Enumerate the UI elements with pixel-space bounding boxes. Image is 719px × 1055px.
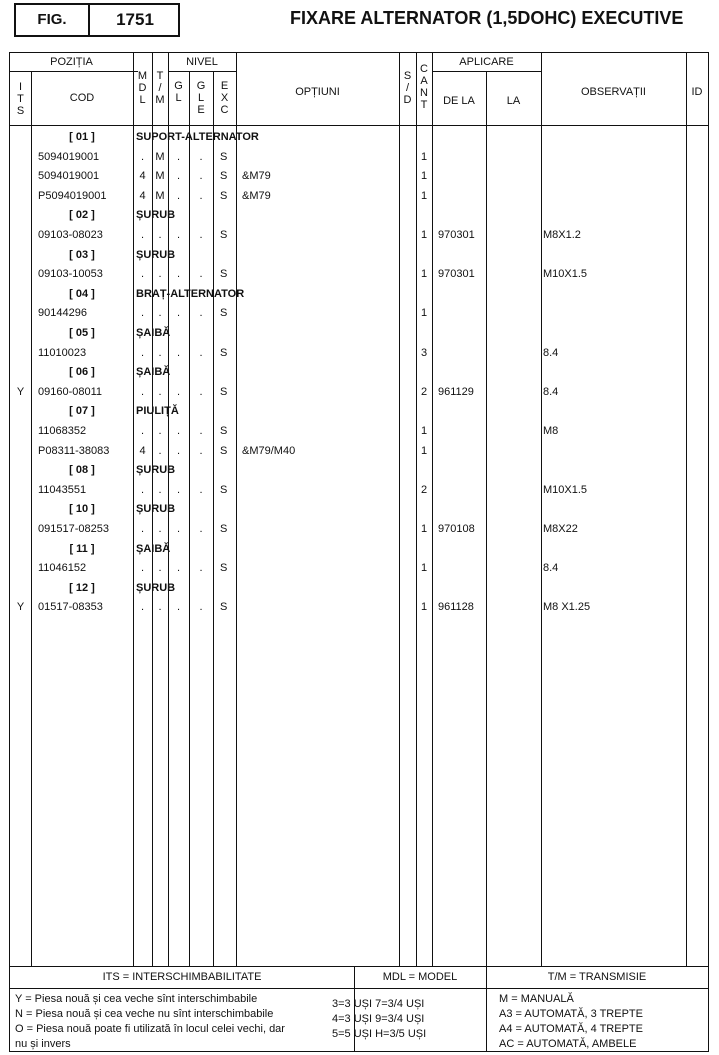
group-position-code: [ 11 ] [69, 542, 95, 555]
legend-its-line: N = Piesa nouă și cea veche nu sînt interschimbabile [15, 1008, 274, 1020]
page-title: FIXARE ALTERNATOR (1,5DOHC) EXECUTIVE [290, 8, 684, 28]
cell-exc: S [220, 229, 228, 241]
divider [10, 71, 138, 72]
group-part-name: ȘURUB [136, 464, 176, 477]
cell-gl: . [176, 170, 181, 183]
cell-cant: 1 [420, 523, 428, 535]
cell-exc: S [220, 483, 228, 496]
header-la: LA [506, 95, 521, 107]
legend-divider [10, 988, 708, 989]
header-gl: G L [174, 80, 183, 104]
legend-its-line: O = Piesa nouă poate fi utilizată în locul celei vechi, dar [15, 1023, 285, 1035]
header-gle: G L E [196, 80, 206, 116]
legend-mdl-line: 5=5 UȘI H=3/5 UȘI [332, 1028, 427, 1040]
cell-obs: M8X22 [543, 523, 578, 535]
group-position-code: [ 04 ] [69, 287, 95, 300]
cell-opt: &M79 [242, 189, 271, 202]
group-part-name: ȘURUB [136, 209, 176, 222]
col-divider [189, 71, 190, 966]
cell-obs: M10X1.5 [543, 483, 588, 496]
cell-gl: . [176, 229, 181, 241]
col-divider [31, 71, 32, 966]
cell-tm: M [155, 150, 165, 163]
group-position-code: [ 12 ] [69, 581, 95, 594]
col-divider [686, 53, 687, 966]
cell-gle: . [199, 444, 203, 457]
cell-cant: 1 [420, 601, 428, 614]
cell-cant: 1 [420, 150, 428, 163]
cell-exc: S [220, 385, 228, 398]
cell-cod: 11010023 [38, 346, 87, 359]
cell-gl: . [176, 268, 181, 281]
cell-its: Y [16, 385, 25, 398]
group-position-code: [ 05 ] [69, 327, 95, 339]
legend-tm-line: A4 = AUTOMATĂ, 4 TREPTE [499, 1023, 643, 1035]
header-nivel: NIVEL [186, 56, 218, 68]
cell-gle: . [199, 385, 203, 398]
legend-divider [10, 966, 708, 967]
cell-mdl: 4 [139, 170, 146, 183]
cell-mdl: 4 [139, 444, 146, 457]
cell-de-la: 970301 [438, 268, 475, 281]
cell-cant: 2 [420, 483, 428, 496]
legend-tm-line: M = MANUALĂ [499, 993, 574, 1005]
group-part-name: ȘURUB [136, 581, 176, 594]
cell-cant: 1 [420, 189, 428, 202]
cell-cod: 11046152 [38, 562, 87, 575]
cell-cant: 1 [420, 229, 428, 241]
header-cod: COD [69, 92, 95, 104]
cell-tm: M [155, 189, 165, 202]
cell-mdl: . [140, 229, 145, 241]
cell-obs: M10X1.5 [543, 268, 588, 281]
group-position-code: [ 02 ] [69, 209, 95, 222]
cell-cod: 5094019001 [38, 170, 100, 183]
cell-obs: 8.4 [543, 562, 559, 575]
cell-opt: &M79 [242, 170, 271, 183]
cell-gle: . [199, 601, 203, 614]
cell-gle: . [199, 307, 203, 320]
cell-mdl: . [140, 150, 145, 163]
group-position-code: [ 10 ] [69, 503, 95, 516]
col-divider [541, 53, 542, 966]
header-aplicare: APLICARE [459, 56, 514, 68]
cell-obs: 8.4 [543, 346, 559, 359]
cell-gl: . [176, 189, 181, 202]
legend-mdl-title: MDL = MODEL [382, 971, 458, 983]
header-tm: T / M [155, 70, 165, 106]
cell-exc: S [220, 562, 228, 575]
group-part-name: ȘURUB [136, 503, 176, 516]
legend-tm-line: A3 = AUTOMATĂ, 3 TREPTE [499, 1008, 643, 1020]
cell-obs: M8 X1.25 [543, 601, 591, 614]
cell-opt: &M79/M40 [242, 444, 296, 457]
cell-de-la: 961129 [438, 385, 474, 398]
cell-mdl: . [140, 425, 145, 437]
cell-cant: 2 [420, 385, 428, 398]
cell-gle: . [199, 150, 203, 163]
cell-tm: . [158, 268, 162, 281]
cell-exc: S [220, 444, 228, 457]
cell-exc: S [220, 601, 228, 614]
cell-gl: . [176, 385, 181, 398]
cell-gle: . [199, 425, 203, 437]
cell-mdl: . [140, 346, 145, 359]
cell-exc: S [220, 189, 228, 202]
legend-its-line: nu și invers [15, 1038, 71, 1050]
header-exc: E X C [220, 80, 229, 116]
cell-exc: S [220, 425, 228, 437]
cell-mdl: . [140, 562, 145, 575]
cell-cod: 09103-08023 [38, 229, 103, 241]
cell-cod: 01517-08353 [38, 601, 103, 614]
col-divider [399, 53, 400, 966]
cell-tm: . [158, 483, 162, 496]
cell-gle: . [199, 189, 203, 202]
header-optiuni: OPȚIUNI [295, 86, 340, 98]
legend-mdl-line: 3=3 UȘI 7=3/4 UȘI [332, 998, 425, 1010]
group-part-name: ȘAIBĂ [136, 327, 171, 339]
cell-gl: . [176, 346, 181, 359]
cell-gl: . [176, 523, 181, 535]
cell-gle: . [199, 483, 203, 496]
group-part-name: ȘAIBĂ [136, 366, 171, 379]
cell-cant: 1 [420, 444, 428, 457]
cell-obs: M8 [543, 425, 559, 437]
header-divider [10, 125, 708, 126]
cell-gle: . [199, 523, 203, 535]
cell-exc: S [220, 523, 228, 535]
cell-cant: 1 [420, 170, 428, 183]
cell-tm: . [158, 346, 162, 359]
cell-cod: P5094019001 [38, 189, 107, 202]
header-de-la: DE LA [443, 95, 475, 107]
cell-cod: 091517-08253 [38, 523, 109, 535]
cell-cant: 1 [420, 268, 428, 281]
group-part-name: PIULIȚĂ [136, 405, 179, 418]
group-position-code: [ 08 ] [69, 464, 95, 477]
header-pozitia: POZIȚIA [50, 56, 93, 68]
cell-cod: P08311-38083 [38, 444, 110, 457]
header-observatii: OBSERVAȚII [580, 86, 646, 98]
cell-tm: . [158, 562, 162, 575]
group-part-name: ȘURUB [136, 248, 176, 261]
figure-label: FIG. [37, 11, 67, 28]
cell-cant: 1 [420, 562, 428, 575]
cell-gl: . [176, 425, 181, 437]
figure-number: 1751 [116, 10, 154, 29]
legend-tm-title: T/M = TRANSMISIE [547, 971, 647, 983]
group-part-name: ȘAIBĂ [136, 542, 171, 555]
cell-tm: M [155, 170, 165, 183]
cell-tm: . [158, 523, 162, 535]
col-divider [432, 53, 433, 966]
cell-gle: . [199, 562, 203, 575]
cell-obs: M8X1.2 [543, 229, 581, 241]
cell-cod: 11043551 [38, 483, 87, 496]
col-divider [486, 71, 487, 966]
parts-table [9, 52, 709, 1052]
group-position-code: [ 01 ] [69, 131, 95, 143]
cell-gl: . [176, 444, 181, 457]
cell-tm: . [158, 444, 162, 457]
group-part-name: BRAȚ-ALTERNATOR [136, 287, 245, 300]
legend-tm-line: AC = AUTOMATĂ, AMBELE [499, 1038, 637, 1050]
cell-gl: . [176, 483, 181, 496]
cell-exc: S [220, 150, 228, 163]
cell-gle: . [199, 346, 203, 359]
cell-tm: . [158, 601, 162, 614]
cell-exc: S [220, 346, 228, 359]
header-id: ID [691, 86, 703, 98]
cell-obs: 8.4 [543, 385, 559, 398]
cell-tm: . [158, 385, 162, 398]
cell-mdl: . [140, 483, 145, 496]
cell-de-la: 970108 [438, 523, 475, 535]
cell-exc: S [220, 307, 228, 320]
group-position-code: [ 03 ] [69, 248, 95, 261]
cell-cod: 09103-10053 [38, 268, 103, 281]
group-part-name: SUPORT-ALTERNATOR [136, 131, 259, 143]
cell-mdl: . [140, 601, 145, 614]
cell-mdl: . [140, 385, 145, 398]
cell-mdl: . [140, 268, 145, 281]
cell-gle: . [199, 170, 203, 183]
cell-cant: 1 [420, 307, 428, 320]
cell-gle: . [199, 229, 203, 241]
cell-cod: 11068352 [38, 425, 87, 437]
cell-tm: . [158, 307, 162, 320]
header-sd: S / D [403, 70, 412, 106]
cell-de-la: 970301 [438, 229, 475, 241]
legend-its-line: Y = Piesa nouă și cea veche sînt interschimbabile [15, 993, 258, 1005]
legend-mdl-line: 4=3 UȘI 9=3/4 UȘI [332, 1013, 425, 1025]
cell-exc: S [220, 268, 228, 281]
header-cant: C A N T [420, 63, 428, 111]
header-its: I T S [16, 81, 25, 117]
header-mdl: M D L [137, 70, 148, 106]
cell-mdl: 4 [139, 189, 146, 202]
cell-cant: 1 [420, 425, 428, 437]
cell-gle: . [199, 268, 203, 281]
cell-tm: . [158, 229, 162, 241]
cell-cod: 90144296 [38, 307, 87, 320]
legend-its-title: ITS = INTERSCHIMBABILITATE [102, 971, 262, 983]
cell-its: Y [16, 601, 25, 614]
cell-gl: . [176, 601, 181, 614]
cell-cod: 09160-08011 [38, 385, 103, 398]
cell-cod: 5094019001 [38, 150, 100, 163]
cell-exc: S [220, 170, 228, 183]
cell-mdl: . [140, 523, 145, 535]
cell-gl: . [176, 562, 181, 575]
group-position-code: [ 07 ] [69, 405, 95, 418]
cell-tm: . [158, 425, 162, 437]
cell-cant: 3 [420, 346, 428, 359]
cell-mdl: . [140, 307, 145, 320]
group-position-code: [ 06 ] [69, 366, 95, 379]
cell-gl: . [176, 307, 181, 320]
cell-gl: . [176, 150, 181, 163]
cell-de-la: 961128 [438, 601, 474, 614]
col-divider [213, 71, 214, 966]
divider [168, 71, 236, 72]
